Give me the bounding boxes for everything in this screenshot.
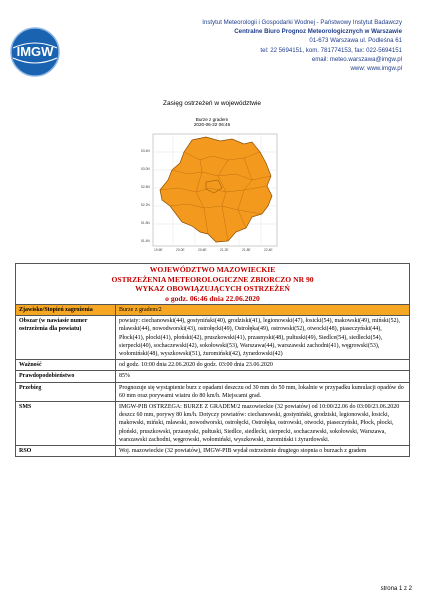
row-value: Burze z gradem/2: [116, 305, 410, 316]
lon-tick-label: 19.6E: [154, 248, 163, 252]
row-label: Zjawisko/Stopień zagrożenia: [16, 305, 116, 316]
address: 01-673 Warszawa ul. Podleśna 61: [309, 37, 402, 45]
row-label: SMS: [16, 402, 116, 446]
row-label: Przebieg: [16, 382, 116, 401]
lon-tick-label: 20.0E: [176, 248, 185, 252]
map-subtitle-phenomenon: Burze z gradem: [195, 117, 229, 122]
imgw-logo: [8, 26, 62, 78]
lat-tick-label: 52.6N: [141, 185, 150, 189]
lon-tick-label: 21.8E: [242, 248, 251, 252]
lat-tick-label: 53.4N: [141, 149, 150, 153]
warning-map: [140, 130, 280, 252]
table-row-sms: [16, 402, 410, 446]
office-name: Centralne Biuro Prognoz Meteorologicznych w Warszawie: [234, 28, 402, 36]
bulletin-heading: OSTRZEŻENIA METEOROLOGICZNE ZBIORCZO NR 90: [111, 274, 314, 284]
row-value: IMGW-PIB OSTRZEGA: BURZE Z GRADEM/2 mazowieckie (32 powiatów) od 10:00/22.06 do 03:00/23.06.2020 deszcz 60 mm, porywy 80 km/h. Dotyczy powiatów: ciechanowski, gostyniński, grodziski, legionowski, łosicki, makowski, miński, mławski, nowodworski, ostrołęcki, Ostrołęka, ostrowski, otwocki, piaseczyński, Płock, płocki, płoński, pruszkowski, przasnyski, pułtuski, Siedlce, siedlecki, sierpecki, sochaczewski, sokołowski, Warszawa, warszawski zachodni, węgrowski, wołomiński, wyszkowski, żuromiński i żyrardowski.: [116, 402, 410, 446]
document-header: [0, 0, 424, 95]
lat-tick-label: 51.8N: [141, 221, 150, 225]
institute-contact: [72, 18, 402, 73]
row-value: Prognozuje się wystąpienie burz z opadami deszczu od 30 mm do 50 mm, lokalnie w przypadku kumulacji opadów do 60 mm oraz porywami wiatru do 80 km/h. Miejscami grad.: [116, 382, 410, 401]
row-value: 85%: [116, 371, 410, 382]
institute-name: Instytut Meteorologii i Gospodarki Wodnej - Państwowy Instytut Badawczy: [202, 19, 402, 26]
table-row-validity: [16, 360, 410, 371]
list-heading: WYKAZ OBOWIĄZUJĄCYCH OSTRZEŻEŃ: [135, 284, 290, 293]
row-value: od godz. 10:00 dnia 22.06.2020 do godz. 03:00 dnia 23.06.2020: [116, 360, 410, 371]
map-title: Zasięg ostrzeżeń w województwie: [163, 100, 261, 107]
lon-tick-label: 20.6E: [198, 248, 207, 252]
warning-title: [16, 264, 410, 305]
row-value: Woj. mazowieckie (32 powiatów), IMGW-PIB wydał ostrzeżenie drugiego stopnia o burzach z gradem: [116, 446, 410, 457]
row-label: RSO: [16, 446, 116, 457]
table-row-rso: [16, 446, 410, 457]
lon-tick-label: 21.2E: [220, 248, 229, 252]
table-row-phenomenon: [16, 305, 410, 316]
lon-tick-label: 22.4E: [264, 248, 273, 252]
voivodeship-heading: WOJEWÓDZTWO MAZOWIECKIE: [149, 265, 276, 274]
lat-tick-label: 53.0N: [141, 167, 150, 171]
warning-table: [15, 263, 410, 457]
lat-tick-label: 52.2N: [141, 203, 150, 207]
issue-time: o godz. 06:46 dnia 22.06.2020: [165, 293, 260, 303]
page-number: strona 1 z 2: [380, 586, 412, 592]
svg-text:IMGW: IMGW: [16, 44, 54, 59]
phone-line: tel: 22 5694151, kom. 781774153, fax: 022-5694151: [260, 46, 402, 54]
website-link[interactable]: www: www.imgw.pl: [350, 65, 402, 73]
table-row-probability: [16, 371, 410, 382]
table-row-area: [16, 316, 410, 360]
row-label: Obszar (w nawiasie numer ostrzeżenia dla powiatu): [16, 316, 116, 360]
row-label: Prawdopodobieństwo: [16, 371, 116, 382]
email-link[interactable]: email: meteo.warszawa@imgw.pl: [311, 55, 402, 63]
map-subtitle-date: 2020-06-22 06:46: [193, 122, 231, 127]
lat-tick-label: 51.4N: [141, 239, 150, 243]
table-row-course: [16, 382, 410, 401]
row-label: Ważność: [16, 360, 116, 371]
row-value: powiaty: ciechanowski(44), gostyniński(40), grodziski(41), legionowski(47), łosicki(54), makowski(49), miński(52), mławski(44), nowodworski(43), ostrołęcki(49), Ostrołęka(49), ostrowski(52), otwocki(48), piaseczyński(44), Płock(41), płocki(41), płoński(42), pruszkowski(41), przasnyski(48), pułtuski(49), Siedlce(54), siedlecki(54), sierpecki(40), sochaczewski(42), sokołowski(53), Warszawa(44), warszawski zachodni(41), węgrowski(53), wołomiński(48), wyszkowski(51), żuromiński(42), żyrardowski(42): [116, 316, 410, 360]
